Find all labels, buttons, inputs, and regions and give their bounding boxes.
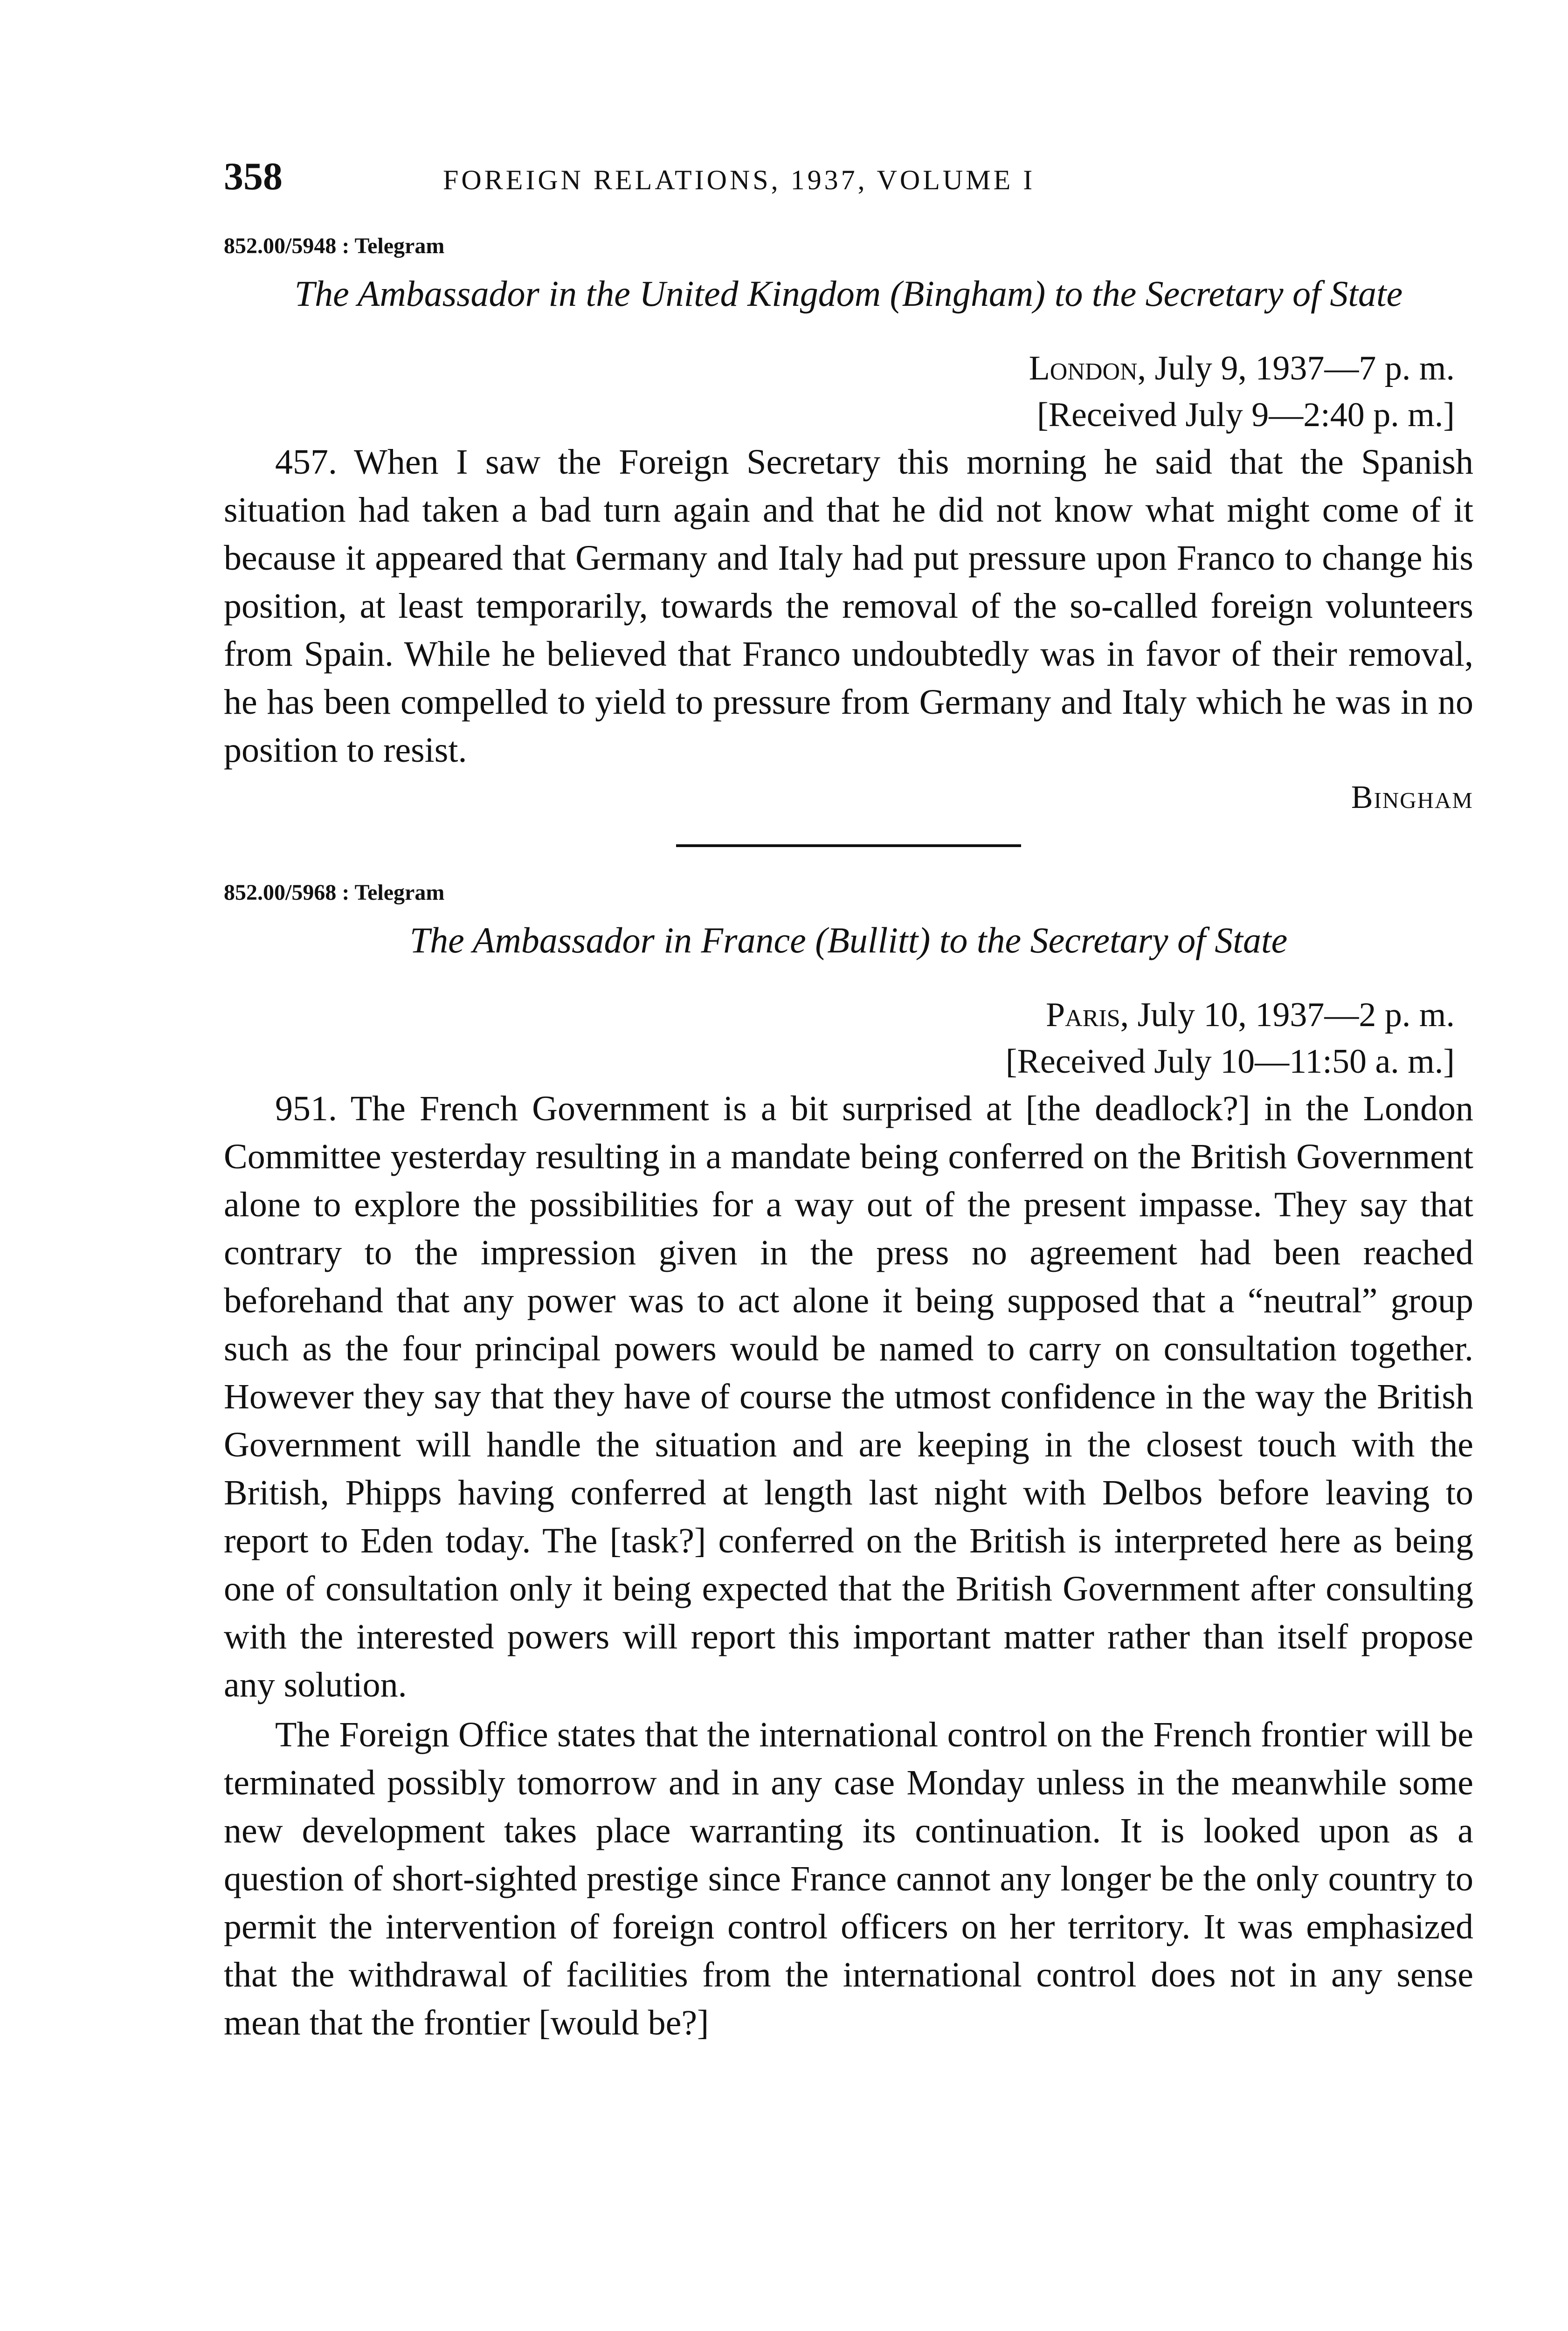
document-heading: The Ambassador in France (Bullitt) to the Secretary of State	[409, 920, 1288, 960]
dateline	[224, 345, 1473, 392]
document-heading: The Ambassador in the United Kingdom (Bingham) to the Secretary of State	[294, 273, 1403, 314]
dateline-place: London	[1029, 349, 1138, 387]
body-paragraph: 457. When I saw the Foreign Secretary this morning he said that the Spanish situation had taken a bad turn again and that he did not know what might come of it because it appeared that Germany and Italy had put pressure upon Franco to change his position, at least temporarily, towards the removal of the so-called foreign volunteers from Spain. While he believed that Franco undoubtedly was in favor of their removal, he has been compelled to yield to pressure from Germany and Italy which he was in no position to resist.	[224, 442, 1473, 770]
file-reference: 852.00/5968 : Telegram	[224, 880, 445, 905]
page-number: 358	[224, 155, 283, 198]
section-divider	[676, 844, 1021, 847]
file-reference: 852.00/5948 : Telegram	[224, 234, 445, 258]
signature: Bingham	[1351, 779, 1473, 815]
received-line: [Received July 10—11:50 a. m.]	[1005, 1042, 1455, 1081]
document-bingham	[224, 233, 1473, 821]
dateline-date: , July 9, 1937—7 p. m.	[1137, 349, 1455, 387]
body-paragraph: The Foreign Office states that the international control on the French frontier will be terminated possibly tomorrow and in any case Monday unless in the meanwhile some new development takes place warranting its continuation. It is looked upon as a question of short-sighted prestige since France cannot any longer be the only country to permit the intervention of foreign control officers on her territory. It was emphasized that the withdrawal of facilities from the international control does not in any sense mean that the frontier [would be?]	[224, 1715, 1473, 2042]
body-paragraph: 951. The French Government is a bit surprised at [the deadlock?] in the London Committee yesterday resulting in a mandate being conferred on the British Government alone to explore the possibilities for a way out of the present impasse. They say that contrary to the impression given in the press no agreement had been reached beforehand that any power was to act alone it being supposed that a “neutral” group such as the four principal powers would be named to carry on consultation together. However they say that they have of course the utmost confidence in the way the British Government will handle the situation and are keeping in the closest touch with the British, Phipps having conferred at length last night with Delbos before leaving to report to Eden today. The [task?] conferred on the British is interpreted here as being one of consultation only it being expected that the British Government after consulting with the interested powers will report this important matter rather than itself propose any solution.	[224, 1089, 1473, 1704]
running-head-title: FOREIGN RELATIONS, 1937, VOLUME I	[443, 165, 1036, 195]
document-bullitt	[224, 880, 1473, 2047]
document-page	[224, 154, 1473, 2047]
running-head	[224, 154, 1473, 205]
received-line: [Received July 9—2:40 p. m.]	[1036, 396, 1455, 434]
dateline-date: , July 10, 1937—2 p. m.	[1120, 996, 1455, 1034]
dateline	[224, 992, 1473, 1038]
dateline-place: Paris	[1045, 996, 1120, 1034]
